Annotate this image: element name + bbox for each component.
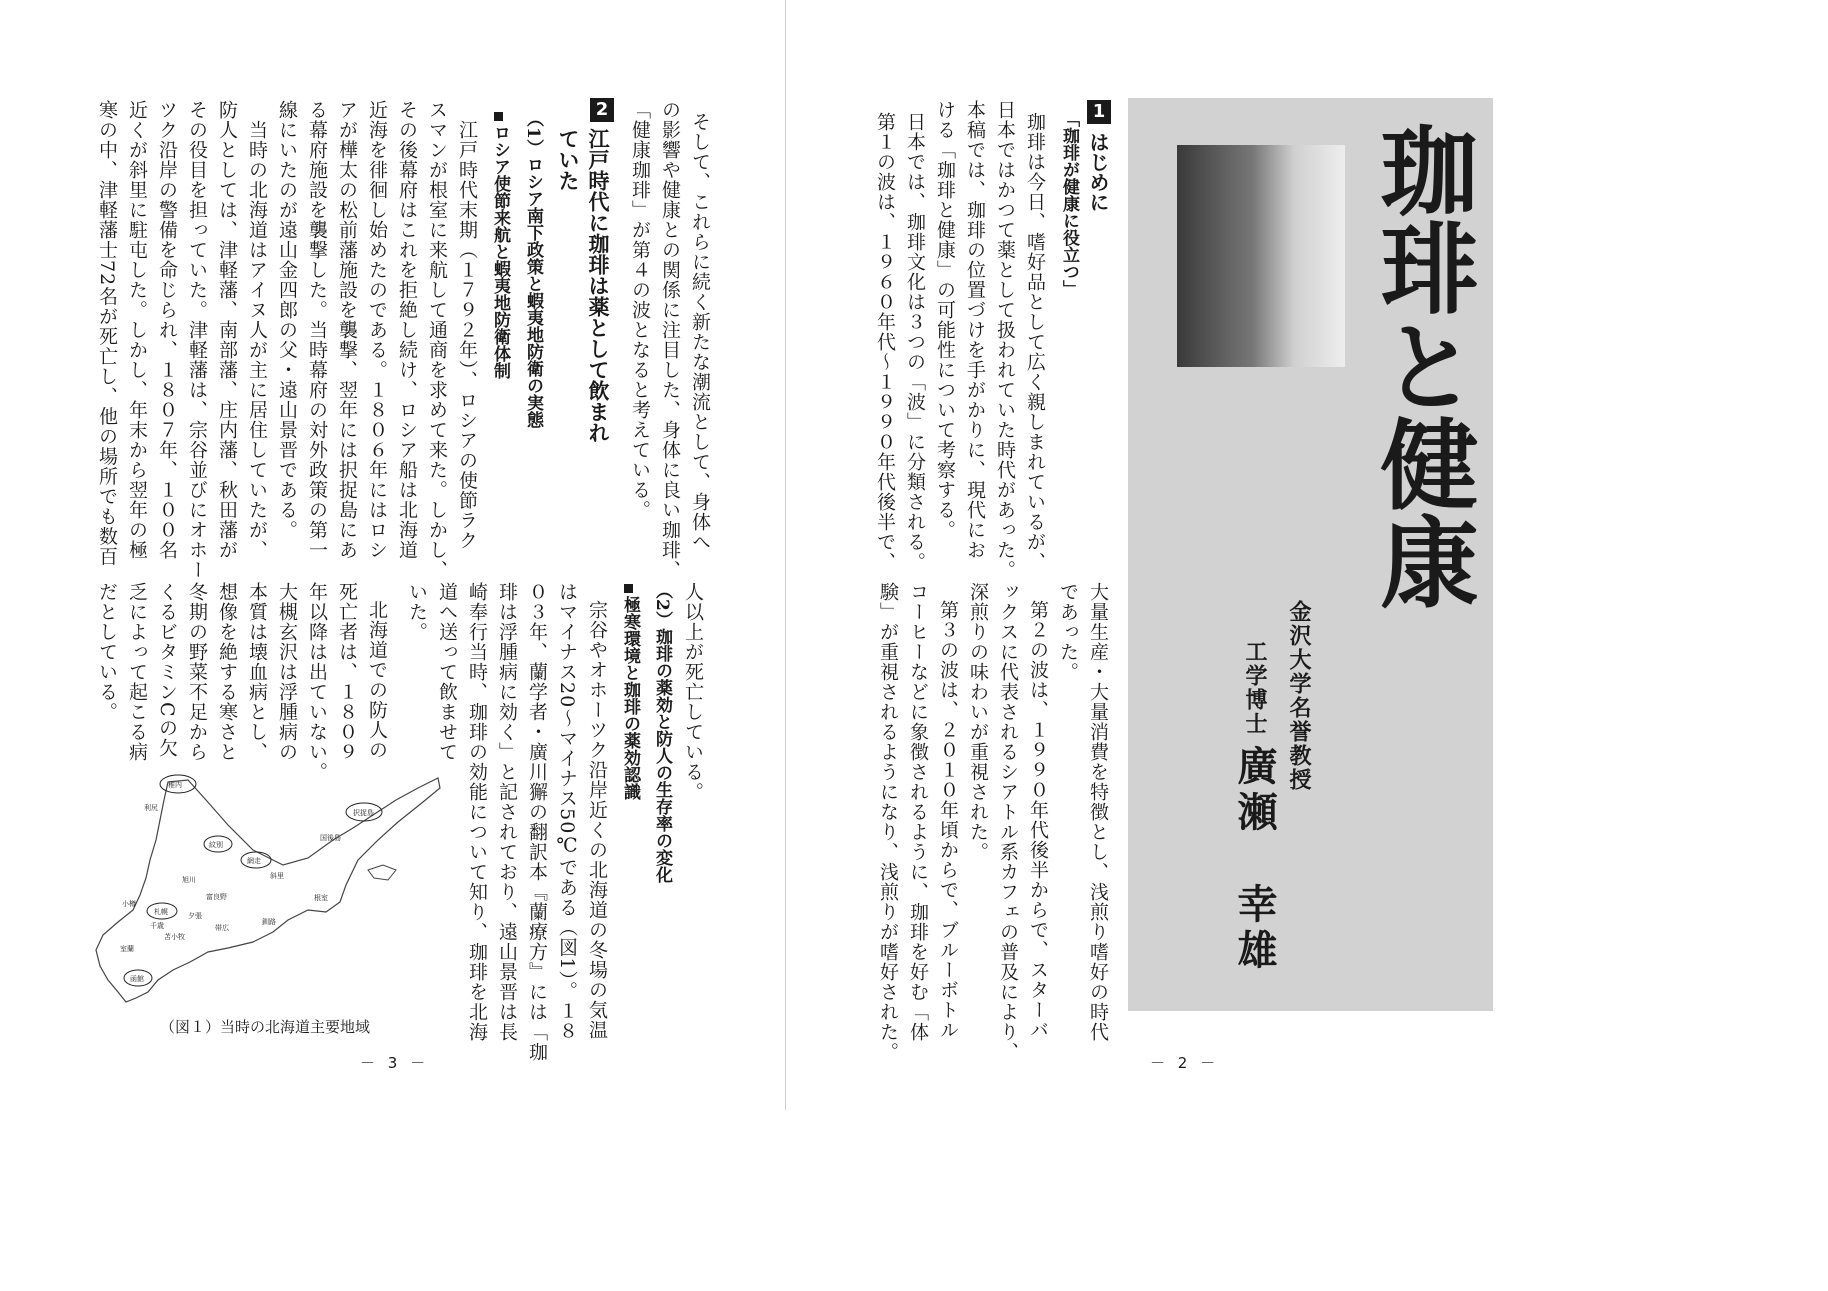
section2-heading-cont: ていた [556,128,581,191]
subsection2-heading: （2）珈琲の薬効と防人の生存率の変化 [652,582,672,883]
text-column: 大量生産・大量消費を特徴とし、浅煎り嗜好の時代 [1087,582,1109,1042]
page-gutter [785,0,786,1110]
text-column: 乏によって起こる病 [126,582,148,762]
text-column: 「健康珈琲」が第４の波となると考えている。 [629,100,651,520]
text-column: はマイナス20～マイナス50℃である（図1）。１８ [556,582,578,1041]
map-label: 国後島 [320,834,341,842]
text-column: スマンが根室に来航して通商を求めて来た。しかし、 [426,100,448,580]
text-column: であった。 [1057,582,1079,682]
text-column: 北海道での防人の [366,600,388,760]
text-column: る幕府施設を襲撃した。当時幕府の対外政策の第一 [306,100,328,560]
text-column: 深煎りの味わいが重視された。 [967,582,989,862]
section1-number-badge: 1 [1087,100,1111,124]
section1-heading: はじめに [1086,132,1110,212]
text-column: 江戸時代末期（１７９２年）、ロシアの使節ラク [456,120,478,551]
text-column: いた。 [406,582,428,642]
map-label: 夕張 [188,912,202,920]
text-column: 冬期の野菜不足から [186,582,208,762]
page-number-left: － 3 － [360,1054,430,1072]
text-column: 本稿では、珈琲の位置づけを手がかりに、現代にお [964,100,986,560]
text-column: その役目を担っていた。津軽藩は、宗谷並びにオホー [186,100,208,580]
text-column: 道へ送って飲ませて [436,582,458,762]
text-column: 寒の中、津軽藩士72名が死亡し、他の場所でも数百 [96,100,118,567]
title-char: と [1364,316,1479,414]
text-column: 崎奉行当時、珈琲の効能について知り、珈琲を北海 [466,582,488,1042]
text-column: くるビタミンCの欠 [156,582,178,758]
text-column: 第３の波は、２０１０年頃からで、ブルーボトル [937,600,959,1040]
map-label: 帯広 [215,924,229,932]
author-affiliation: 金沢大学名誉教授 [1286,600,1312,792]
hokkaido-map [78,770,448,1015]
map-label: 函館 [130,975,144,983]
section2-number-badge: 2 [590,98,614,122]
text-column: 日本ではかつて薬として扱われていた時代があった。 [994,100,1016,580]
text-column: ける「珈琲と健康」の可能性について考察する。 [934,100,956,540]
island-outline [368,865,396,880]
figure-caption: （図１）当時の北海道主要地域 [160,1018,371,1036]
title-char: 珈 [1364,120,1479,218]
map-label: 釧路 [262,918,276,926]
text-column: 珈琲は今日、嗜好品として広く親しまれているが、 [1024,112,1046,572]
author-degree: 工学博士 [1242,640,1268,736]
text-column: ツク沿岸の警備を命じられ、１８０７年、１００名 [156,100,178,560]
text-column: 年以降は出ていない。 [306,582,328,782]
text-column: 本質は壊血病とし、 [246,582,268,762]
title-char: 康 [1364,512,1479,610]
text-column: 死亡者は、１８０９ [336,582,358,762]
map-label: 択捉島 [353,809,374,817]
map-label: 利尻 [144,804,158,812]
text-column: 線にいたのが遠山金四郎の父・遠山景晋である。 [276,100,298,540]
section1-subheading: 「珈琲が健康に役立つ」 [1059,110,1079,297]
author-photo [1177,145,1345,367]
map-label: 紋別 [209,841,223,849]
text-column: 当時の北海道はアイヌ人が主に居住していたが、 [246,120,268,560]
map-label: 斜里 [270,872,284,880]
map-label: 室蘭 [120,945,134,953]
text-column: 防人としては、津軽藩、南部藩、庄内藩、秋田藩が [216,100,238,560]
text-column: 日本では、珈琲文化は３つの「波」に分類される。 [904,112,926,572]
map-label: 稚内 [168,781,182,789]
map-label: 旭川 [182,876,196,884]
subsection1-minor-heading: ロシア使節来航と蝦夷地防衛体制 [490,124,510,379]
text-column: 想像を絶する寒さと [216,582,238,762]
text-column: ックスに代表されるシアトル系カフェの普及により、 [997,582,1019,1062]
text-column: コーヒーなどに象徴されるように、珈琲を好む「体 [907,582,929,1042]
map-label: 富良野 [206,893,227,901]
article-title [1364,120,1479,620]
text-column: 琲は浮腫病に効く」と記されており、遠山景晋は長 [496,582,518,1042]
map-label: 札幌 [154,908,168,916]
subsection2-minor-heading: 極寒環境と珈琲の薬効認識 [620,596,640,800]
text-column: の影響や健康との関係に注目した、身体に良い珈琲、 [659,100,681,580]
text-column: 第１の波は、１９６０年代～１９９０年代後半で、 [874,112,896,572]
text-column: 験」が重視されるようになり、浅煎りが嗜好された。 [877,582,899,1062]
section2-heading: 江戸時代に珈琲は薬として飲まれ [586,128,611,443]
subsection1-heading: （1）ロシア南下政策と蝦夷地防衛の実態 [523,110,543,428]
map-label: 根室 [314,894,328,902]
map-label: 小樽 [122,900,136,908]
text-column: 近海を徘徊し始めたのである。１８０６年にはロシ [366,100,388,560]
map-label: 千歳 [150,922,164,930]
text-column: そして、これらに続く新たな潮流として、身体へ [689,112,711,552]
title-char: 健 [1364,414,1479,512]
map-label: 網走 [247,857,261,865]
text-column: だとしている。 [96,582,118,722]
text-column: 大槻玄沢は浮腫病の [276,582,298,762]
page-number-right: － 2 － [1150,1054,1220,1072]
text-column: 近くが斜里に駐屯した。しかし、年末から翌年の極 [126,100,148,560]
author-name: 廣瀬 幸雄 [1231,745,1278,975]
map-label: 苫小牧 [164,933,185,941]
text-column: 宗谷やオホーツク沿岸近くの北海道の冬場の気温 [586,600,608,1040]
title-char: 琲 [1364,218,1479,316]
text-column: アが樺太の松前藩施設を襲撃、翌年には択捉島にあ [336,100,358,560]
square-bullet [624,584,633,593]
text-column: 第２の波は、１９９０年代後半からで、スターバ [1027,600,1049,1040]
square-bullet [494,112,503,121]
text-column: その後幕府はこれを拒絶し続け、ロシア船は北海道 [396,100,418,560]
text-column: 人以上が死亡している。 [682,582,704,802]
text-column: ０３年、蘭学者・廣川獬の翻訳本『蘭療方』には「珈 [526,582,548,1062]
